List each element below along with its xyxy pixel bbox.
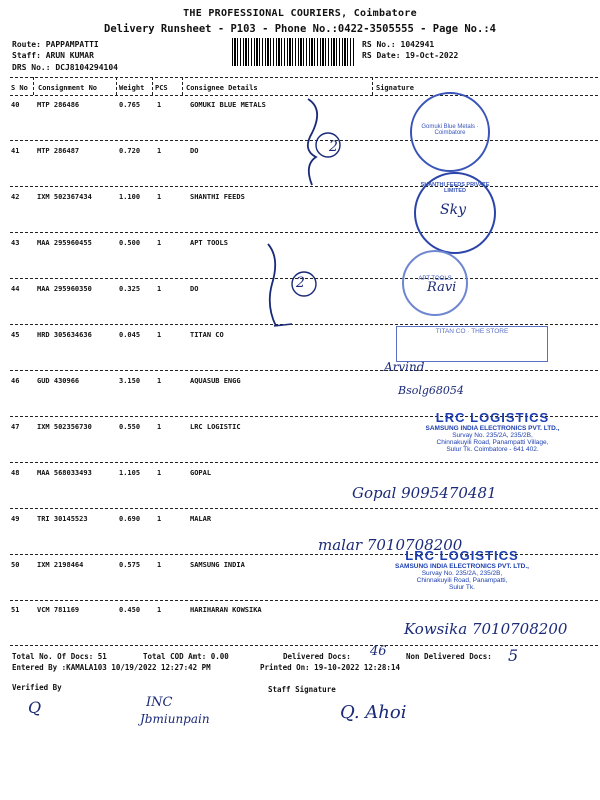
row-weight: 0.575 <box>119 561 141 569</box>
row-sno: 46 <box>11 377 20 385</box>
row-consignee: DO <box>190 285 199 293</box>
gopal-signature: Gopal 9095470481 <box>352 484 497 502</box>
row-pcs: 1 <box>157 331 162 339</box>
company-seal <box>410 92 490 172</box>
delivered-count-handwritten: 46 <box>370 644 387 659</box>
group-count-1: 2 <box>329 139 338 155</box>
total-docs: Total No. Of Docs: 51 <box>12 652 107 661</box>
row-consignment: MAA 568033493 <box>37 469 92 477</box>
column-header-weight: Weight <box>119 84 145 92</box>
row-divider <box>10 370 598 371</box>
row-weight: 0.690 <box>119 515 141 523</box>
row-consignment: IXM 502367434 <box>37 193 92 201</box>
drs-number: DRS No.: DCJ8104294104 <box>12 63 118 72</box>
header-rule-top <box>10 77 598 78</box>
lrc-stamp-line: Sulur Tk. <box>449 584 475 591</box>
row-weight: 1.100 <box>119 193 141 201</box>
row-sno: 50 <box>11 561 20 569</box>
row-divider <box>10 232 598 233</box>
verified-by-label: Verified By <box>12 683 62 692</box>
seal-text: SHANTHI FEEDS PRIVATE LIMITED <box>420 182 490 194</box>
route-label: Route: PAPPAMPATTI <box>12 40 99 49</box>
lrc-stamp-line: Survay No. 235/2A, 235/2B, <box>421 570 503 577</box>
row-pcs: 1 <box>157 101 162 109</box>
bracket-mark <box>290 95 350 190</box>
col-divider <box>182 77 183 95</box>
inc-name-signature: Jbmiunpain <box>140 712 210 726</box>
row-sno: 49 <box>11 515 20 523</box>
row-divider <box>10 600 598 601</box>
row-pcs: 1 <box>157 606 162 614</box>
bracket-mark <box>260 240 330 330</box>
row-consignee: SHANTHI FEEDS <box>190 193 245 201</box>
row-consignee: TITAN CO <box>190 331 224 339</box>
row-sno: 41 <box>11 147 20 155</box>
column-header-pcs: PCS <box>155 84 168 92</box>
shanthi-signature: Sky <box>440 202 466 218</box>
row-sno: 43 <box>11 239 20 247</box>
inc-signature: INC <box>146 695 173 710</box>
row-sno: 51 <box>11 606 20 614</box>
company-title: THE PROFESSIONAL COURIERS, Coimbatore <box>183 8 417 19</box>
col-divider <box>33 77 34 95</box>
column-header-consignment: Consignment No <box>38 84 98 92</box>
lrc-stamp-title: LRC LOGISTICS <box>405 548 519 563</box>
row-consignment: MTP 286487 <box>37 147 80 155</box>
lrc-stamp-line: Chinnakuyili Road, Panampatti Village, <box>436 439 549 446</box>
non-delivered-count-handwritten: 5 <box>508 646 519 665</box>
lrc-stamp-line: SAMSUNG INDIA ELECTRONICS PVT. LTD., <box>395 563 529 570</box>
row-consignee: MALAR <box>190 515 212 523</box>
titan-stamp <box>396 326 548 362</box>
row-pcs: 1 <box>157 423 162 431</box>
row-weight: 3.150 <box>119 377 141 385</box>
lrc-stamp-title: LRC LOGISTICS <box>435 410 550 425</box>
row-pcs: 1 <box>157 285 162 293</box>
group-count-2: 2 <box>296 275 305 291</box>
row-sno: 40 <box>11 101 20 109</box>
row-consignment: MAA 295960455 <box>37 239 92 247</box>
row-consignee: AQUASUB ENGG <box>190 377 241 385</box>
row-sno: 42 <box>11 193 20 201</box>
row-sno: 44 <box>11 285 20 293</box>
total-cod: Total COD Amt: 0.00 <box>143 652 229 661</box>
row-consignee: LRC LOGISTIC <box>190 423 241 431</box>
row-consignee: APT TOOLS <box>190 239 228 247</box>
row-pcs: 1 <box>157 239 162 247</box>
row-consignment: MTP 286486 <box>37 101 80 109</box>
runsheet-title: Delivery Runsheet - P103 - Phone No.:0422-3505555 - Page No.:4 <box>104 23 496 35</box>
rs-number: RS No.: 1042941 <box>362 40 435 49</box>
row-pcs: 1 <box>157 469 162 477</box>
staff-signature: Q. Ahoi <box>340 702 407 723</box>
row-consignment: IXM 502356730 <box>37 423 92 431</box>
row-consignee: GOMUKI BLUE METALS <box>190 101 266 109</box>
staff-label: Staff: ARUN KUMAR <box>12 51 94 60</box>
delivered-docs: Delivered Docs: <box>283 652 351 661</box>
lrc-stamp-line: Sulur Tk. Coimbatore - 641 402. <box>446 446 539 453</box>
col-divider <box>116 77 117 95</box>
row-consignee: DO <box>190 147 199 155</box>
row-consignment: HRD 305634636 <box>37 331 92 339</box>
row-sno: 47 <box>11 423 20 431</box>
row-consignee: GOPAL <box>190 469 212 477</box>
row-weight: 0.720 <box>119 147 141 155</box>
row-pcs: 1 <box>157 561 162 569</box>
row-weight: 0.765 <box>119 101 141 109</box>
lrc-note: Bsolg68054 <box>398 384 464 397</box>
row-pcs: 1 <box>157 147 162 155</box>
barcode <box>232 38 354 66</box>
column-header-signature: Signature <box>376 84 414 92</box>
rs-date: RS Date: 19-Oct-2022 <box>362 51 459 60</box>
lrc-stamp-line: Chinnakuyili Road, Panampatti, <box>416 577 508 584</box>
verified-signature: Q <box>28 698 42 717</box>
printed-on: Printed On: 19-10-2022 12:28:14 <box>260 663 400 672</box>
row-divider <box>10 462 598 463</box>
row-consignment: MAA 295960350 <box>37 285 92 293</box>
row-weight: 0.550 <box>119 423 141 431</box>
row-consignment: TRI 30145523 <box>37 515 88 523</box>
malar-signature: malar 7010708200 <box>318 536 463 554</box>
staff-signature-label: Staff Signature <box>268 685 336 694</box>
row-divider <box>10 508 598 509</box>
row-weight: 0.325 <box>119 285 141 293</box>
row-consignment: GUD 430966 <box>37 377 80 385</box>
lrc-stamp-2 <box>372 548 552 600</box>
col-divider <box>152 77 153 95</box>
non-delivered-docs: Non Delivered Docs: <box>406 652 492 661</box>
entered-by: Entered By :KAMALA103 10/19/2022 12:27:42 PM <box>12 663 211 672</box>
row-pcs: 1 <box>157 377 162 385</box>
lrc-stamp-1 <box>395 410 590 462</box>
row-pcs: 1 <box>157 193 162 201</box>
row-weight: 1.105 <box>119 469 141 477</box>
row-pcs: 1 <box>157 515 162 523</box>
row-sno: 48 <box>11 469 20 477</box>
row-weight: 0.450 <box>119 606 141 614</box>
aquasub-signature: Arvind <box>384 360 425 374</box>
row-weight: 0.045 <box>119 331 141 339</box>
col-divider <box>372 77 373 95</box>
seal-text: Gomuki Blue Metals · Coimbatore <box>421 124 479 136</box>
apt-signature: Ravi <box>427 280 457 295</box>
kowsika-signature: Kowsika 7010708200 <box>404 620 568 638</box>
lrc-stamp-line: SAMSUNG INDIA ELECTRONICS PVT. LTD., <box>425 425 560 432</box>
row-weight: 0.500 <box>119 239 141 247</box>
seal-text: APT TOOLS <box>418 276 452 282</box>
row-consignment: IXM 2198464 <box>37 561 84 569</box>
lrc-stamp-line: Survay No. 235/2A, 235/2B, <box>452 432 533 439</box>
titan-stamp-text: TITAN CO · THE STORE <box>435 328 509 335</box>
row-sno: 45 <box>11 331 20 339</box>
row-consignment: VCM 781169 <box>37 606 80 614</box>
column-header-sno: S No <box>11 84 28 92</box>
column-header-consignee: Consignee Details <box>186 84 258 92</box>
row-consignee: SAMSUNG INDIA <box>190 561 245 569</box>
row-consignee: HARIHARAN KOWSIKA <box>190 606 262 614</box>
